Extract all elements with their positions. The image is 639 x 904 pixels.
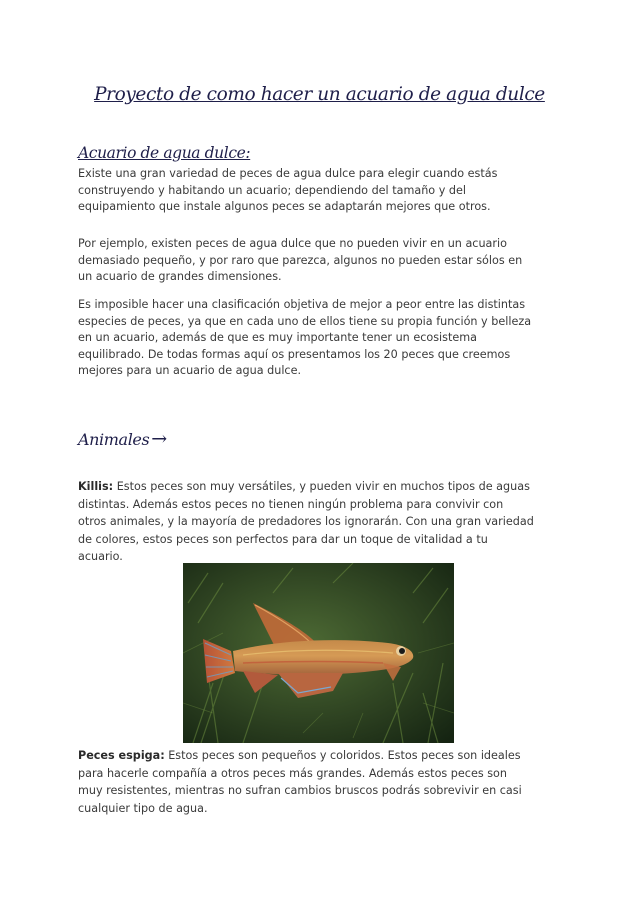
text-line: especies de peces, ya que en cada uno de ellos tiene su propia función y belleza	[78, 314, 532, 328]
text-line: demasiado pequeño, y por raro que parezca, algunos no pueden estar sólos en	[78, 253, 523, 267]
animals-heading-text: Animales	[78, 430, 150, 449]
text-line: Por ejemplo, existen peces de agua dulce que no pueden vivir en un acuario	[78, 237, 507, 250]
text-line: para hacerle compañía a otros peces más grandes. Además estos peces son	[78, 766, 507, 780]
section-heading-acuario: Acuario de agua dulce:	[78, 144, 251, 162]
text-line	[78, 478, 562, 496]
text-line: muy resistentes, mientras no sufran cambios bruscos podrás sobrevivir en casi	[78, 784, 522, 797]
killis-paragraph	[78, 478, 562, 566]
killifish-photo	[183, 563, 454, 743]
text-line: construyendo y habitando un acuario; dependiendo del tamaño y del	[78, 183, 466, 197]
text-line: distintas. Además estos peces no tienen ningún problema para convivir con	[78, 497, 504, 511]
text-line: equilibrado. De todas formas aquí os presentamos los 20 peces que creemos	[78, 347, 511, 361]
text-line: un acuario de grandes dimensiones.	[78, 270, 282, 283]
arrow-right-icon: →	[151, 428, 167, 450]
text-line: mejores para un acuario de agua dulce.	[78, 364, 302, 377]
text-line: Es imposible hacer una clasificación objetiva de mejor a peor entre las distintas	[78, 298, 526, 311]
intro-paragraph-3	[78, 297, 562, 380]
text-line	[78, 747, 562, 765]
killis-text: Estos peces son muy versátiles, y pueden vivir en muchos tipos de aguas	[113, 480, 530, 493]
text-line: de colores, estos peces son perfectos para dar un toque de vitalidad a tu	[78, 532, 488, 546]
intro-paragraph-2	[78, 236, 562, 286]
animals-heading	[78, 428, 167, 450]
espiga-term: Peces espiga:	[78, 749, 165, 762]
text-line: equipamiento que instale algunos peces se adaptarán mejores que otros.	[78, 200, 491, 213]
intro-paragraph-1	[78, 166, 562, 216]
text-line: cualquier tipo de agua.	[78, 801, 208, 815]
text-line: en un acuario, además de que es muy importante tener un ecosistema	[78, 331, 477, 344]
text-line: acuario.	[78, 550, 123, 563]
peces-espiga-paragraph	[78, 747, 562, 817]
killis-term: Killis:	[78, 480, 114, 493]
text-line: otros animales, y la mayoría de predadores los ignorarán. Con una gran variedad	[78, 515, 534, 528]
espiga-text: Estos peces son pequeños y coloridos. Estos peces son ideales	[164, 749, 521, 762]
document-title: Proyecto de como hacer un acuario de agua dulce	[94, 84, 545, 105]
text-line: Existe una gran variedad de peces de agua dulce para elegir cuando estás	[78, 167, 498, 180]
